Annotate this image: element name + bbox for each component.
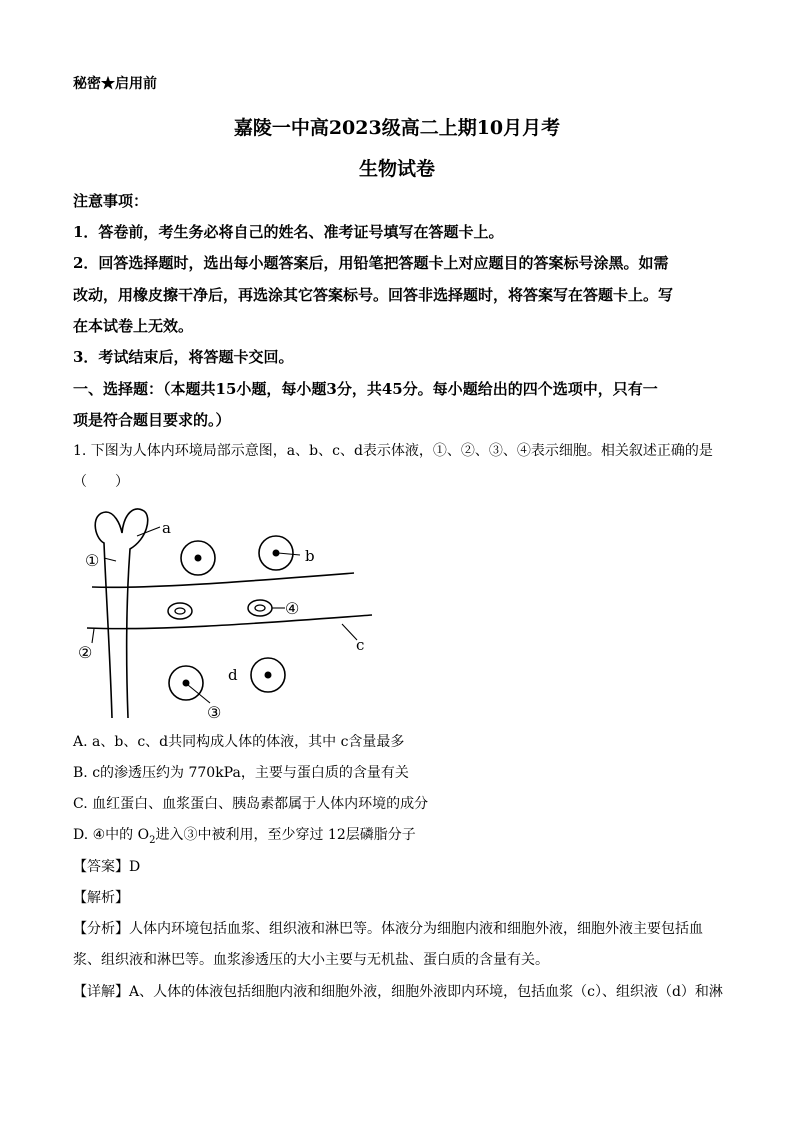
- cell-nucleus: [265, 672, 272, 679]
- secret-label: 秘密★启用前: [73, 76, 157, 92]
- question-1-stem-line-1: 1. 下图为人体内环境局部示意图，a、b、c、d表示体液，①、②、③、④表示细胞。相关叙述正确的是: [73, 443, 713, 459]
- question-1-option-c: C. 血红蛋白、血浆蛋白、胰岛素都属于人体内环境的成分: [73, 796, 429, 812]
- exam-title: 嘉陵一中高2023级高二上期10月月考: [233, 117, 561, 139]
- capillary-wall-upper: [92, 573, 354, 587]
- answer-line: 【答案】D: [73, 859, 141, 875]
- notice-item-2-line-2: 改动，用橡皮擦干净后，再选涂其它答案标号。回答非选择题时，将答案写在答题卡上。写: [73, 286, 674, 304]
- section-heading-line-1: 一、选择题：（本题共15小题，每小题3分，共45分。每小题给出的四个选项中，只有一: [73, 380, 658, 398]
- label-cell-4: ④: [285, 599, 300, 618]
- notice-item-1: 1．答卷前，考生务必将自己的姓名、准考证号填写在答题卡上。: [73, 223, 504, 241]
- analysis-heading: 【解析】: [73, 890, 129, 906]
- label-cell-3: ③: [207, 703, 222, 722]
- notice-item-2-line-1: 2．回答选择题时，选出每小题答案后，用铅笔把答题卡上对应题目的答案标号涂黑。如需: [73, 254, 669, 272]
- question-1-option-d: [73, 825, 416, 851]
- detail-line-1: 【详解】A、人体的体液包括细胞内液和细胞外液，细胞外液即内环境，包括血浆（c）、组织液（d）和淋: [73, 984, 723, 1000]
- analysis-line-2: 浆、组织液和淋巴等。血浆渗透压的大小主要与无机盐、蛋白质的含量有关。: [73, 952, 549, 968]
- label-b: b: [305, 547, 315, 565]
- red-blood-cell: [248, 600, 272, 616]
- analysis-line-1: 【分析】人体内环境包括血浆、组织液和淋巴等。体液分为细胞内液和细胞外液，细胞外液主要包括血: [73, 921, 703, 937]
- label-cell-1: ①: [85, 551, 100, 570]
- internal-environment-diagram: [72, 503, 382, 725]
- question-1-stem-line-2: （ ）: [73, 474, 129, 490]
- exam-subtitle: 生物试卷: [358, 158, 435, 180]
- question-1-option-b: B. c的渗透压约为 770kPa，主要与蛋白质的含量有关: [73, 765, 409, 781]
- notice-item-2-line-3: 在本试卷上无效。: [73, 317, 194, 335]
- notice-item-3: 3．考试结束后，将答题卡交回。: [73, 348, 294, 366]
- cell-nucleus: [195, 555, 202, 562]
- capillary-wall-lower: [87, 615, 372, 629]
- section-heading-line-2: 项是符合题目要求的。）: [73, 411, 231, 429]
- red-blood-cell: [168, 603, 192, 619]
- option-d-suffix: 进入③中被利用，至少穿过 12层磷脂分子: [155, 827, 416, 843]
- lymph-capillary: [95, 509, 147, 718]
- label-c: c: [356, 636, 365, 654]
- option-d-subscript: 2: [149, 834, 156, 846]
- label-a: a: [162, 519, 171, 537]
- notice-heading: 注意事项：: [73, 192, 149, 210]
- option-d-prefix: D. ④中的 O: [73, 827, 150, 843]
- label-d: d: [228, 666, 238, 684]
- label-cell-2: ②: [78, 643, 93, 662]
- question-1-option-a: A. a、b、c、d共同构成人体的体液，其中 c含量最多: [73, 734, 405, 750]
